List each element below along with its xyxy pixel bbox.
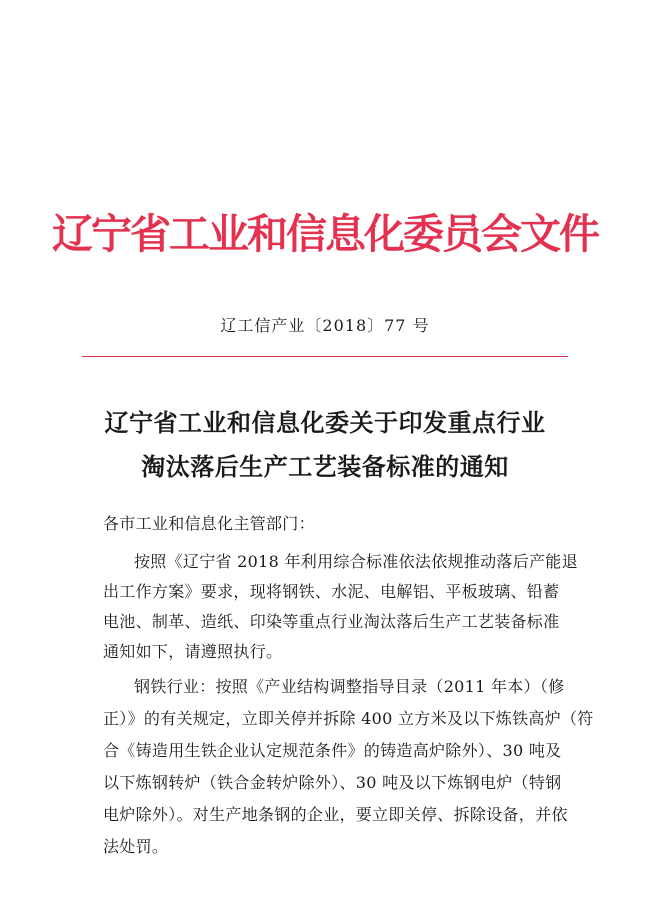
paragraph-1-line: 出工作方案》要求，现将钢铁、水泥、电解铝、平板玻璃、铅蓄 bbox=[103, 582, 560, 601]
paragraph-1-line: 按照《辽宁省 2018 年利用综合标准依法依规推动落后产能退 bbox=[134, 552, 578, 571]
paragraph-2-line: 钢铁行业：按照《产业结构调整指导目录（2011 年本）（修 bbox=[134, 677, 565, 696]
paragraph-2-line: 合《铸造用生铁企业认定规范条件》的铸造高炉除外）、30 吨及 bbox=[103, 741, 562, 760]
notice-title-line-2: 淘汰落后生产工艺装备标准的通知 bbox=[141, 452, 509, 481]
paragraph-2-line: 法处罚。 bbox=[103, 837, 169, 856]
red-divider-line bbox=[82, 356, 568, 357]
paragraph-2-line: 正）》的有关规定，立即关停并拆除 400 立方米及以下炼铁高炉（符 bbox=[103, 709, 594, 728]
issuing-authority-header: 辽宁省工业和信息化委员会文件 bbox=[52, 210, 598, 258]
paragraph-1-line: 电池、制革、造纸、印染等重点行业淘汰落后生产工艺装备标准 bbox=[103, 612, 560, 631]
paragraph-2-line: 以下炼钢转炉（铁合金转炉除外）、30 吨及以下炼钢电炉（特钢 bbox=[103, 773, 562, 792]
notice-title-line-1: 辽宁省工业和信息化委关于印发重点行业 bbox=[104, 408, 546, 437]
salutation: 各市工业和信息化主管部门： bbox=[103, 514, 315, 533]
document-number: 辽工信产业〔2018〕77 号 bbox=[220, 316, 430, 335]
paragraph-2-line: 电炉除外）。对生产地条钢的企业，要立即关停、拆除设备，并依 bbox=[103, 805, 568, 824]
paragraph-1-line: 通知如下，请遵照执行。 bbox=[103, 642, 283, 661]
